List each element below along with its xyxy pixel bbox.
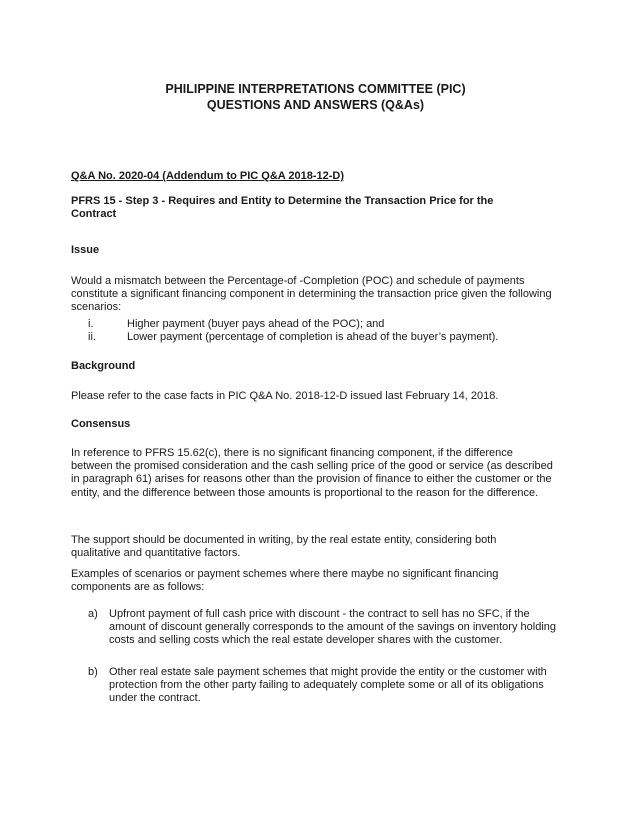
scenario-label: i.	[88, 318, 94, 330]
consensus-heading: Consensus	[71, 418, 131, 430]
consensus-paragraph-2: The support should be documented in writing, by the real estate entity, considering both qualitative and quantitative factors.	[71, 534, 497, 560]
scenario-text: Lower payment (percentage of completion is ahead of the buyer’s payment).	[127, 331, 499, 343]
list-item-label: b)	[88, 666, 98, 678]
list-item-label: a)	[88, 608, 98, 620]
background-heading: Background	[71, 360, 136, 372]
consensus-paragraph-1: In reference to PFRS 15.62(c), there is no significant financing component, if the difference between the promised consideration and the cash selling price of the good or service (as described in paragraph 61) arises for reasons other than the provision of finance to either the customer or the entity, and the difference between those amounts is proportional to the reason for the difference.	[71, 447, 553, 499]
qa-subject: PFRS 15 - Step 3 - Requires and Entity to Determine the Transaction Price for the Contract	[71, 195, 494, 221]
scenario-label: ii.	[88, 331, 96, 343]
scenario-text: Higher payment (buyer pays ahead of the POC); and	[127, 318, 385, 330]
list-item-text: Other real estate sale payment schemes that might provide the entity or the customer with protection from the other party failing to adequately complete some or all of its obligations under the contract.	[109, 666, 547, 705]
issue-heading: Issue	[71, 244, 100, 256]
issue-text: Would a mismatch between the Percentage-of -Completion (POC) and schedule of payments constitute a significant financing component in determining the transaction price given the following scenarios:	[71, 275, 552, 314]
header-line-2: QUESTIONS AND ANSWERS (Q&As)	[206, 98, 425, 112]
list-item-text: Upfront payment of full cash price with discount - the contract to sell has no SFC, if the amount of discount generally corresponds to the amount of the savings on inventory holding costs and selling costs which the real estate developer shares with the customer.	[109, 608, 556, 647]
background-text: Please refer to the case facts in PIC Q&A No. 2018-12-D issued last February 14, 2018.	[71, 390, 499, 402]
qa-number: Q&A No. 2020-04 (Addendum to PIC Q&A 2018-12-D)	[71, 170, 345, 182]
header-line-1: PHILIPPINE INTERPRETATIONS COMMITTEE (PIC)	[165, 82, 466, 96]
consensus-paragraph-3: Examples of scenarios or payment schemes where there maybe no significant financing components are as follows:	[71, 568, 499, 594]
